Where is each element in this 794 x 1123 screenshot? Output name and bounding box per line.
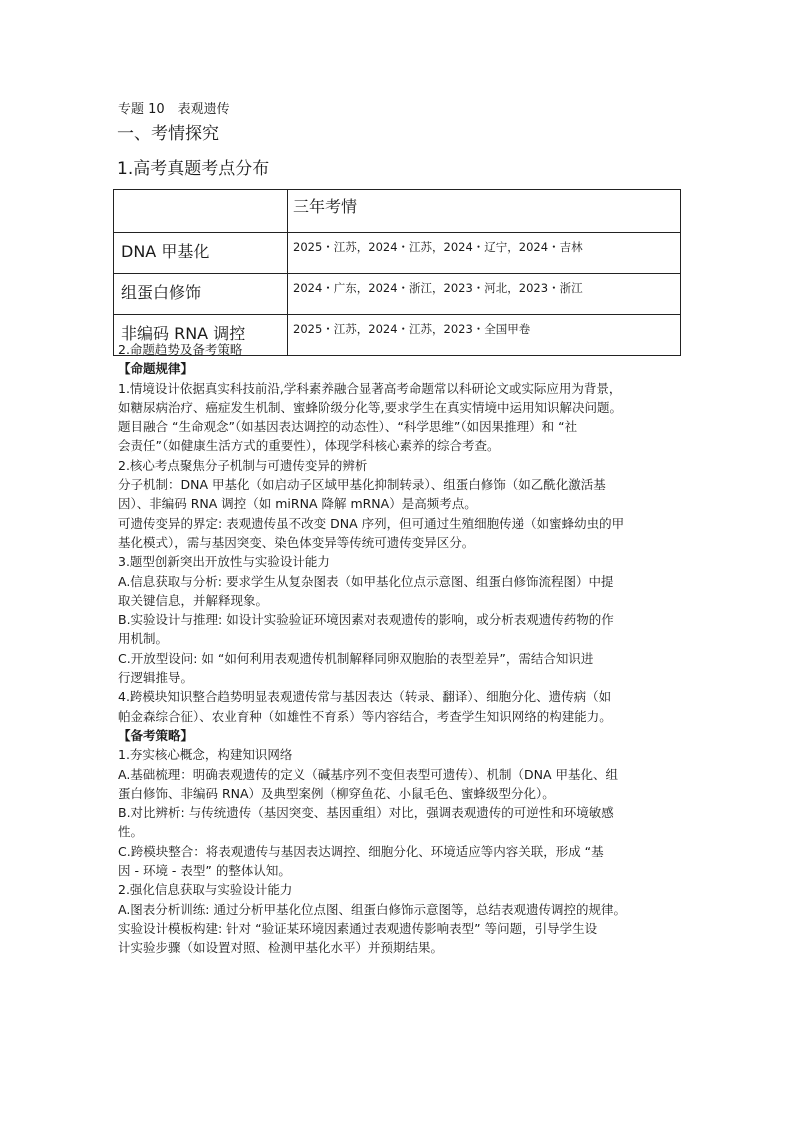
paragraph-line: A.基础梳理：明确表观遗传的定义（碱基序列不变但表型可遗传）、机制（DNA 甲基化、组	[118, 766, 619, 782]
paragraph-line: 2.命题趋势及备考策略	[118, 342, 243, 357]
subheading: 【命题规律】	[118, 361, 194, 377]
paragraph-line: 因 - 环境 - 表型” 的整体认知。	[118, 863, 291, 879]
paragraph-line: 会责任”（如健康生活方式的重要性），体现学科核心素养的综合考查。	[118, 438, 500, 454]
topic-header: 专题 10 表观遗传	[118, 102, 230, 117]
paragraph-line: 蛋白修饰、非编码 RNA）及典型案例（柳穿鱼花、小鼠毛色、蜜蜂级型分化）。	[118, 785, 555, 801]
paragraph-line: 计实验步骤（如设置对照、检测甲基化水平）并预期结果。	[118, 940, 444, 956]
exam-distribution-table	[113, 189, 681, 356]
paragraph-line: 分子机制：DNA 甲基化（如启动子区域甲基化抑制转录）、组蛋白修饰（如乙酰化激活基	[118, 477, 606, 493]
paragraph-line: 帕金森综合征）、农业育种（如雄性不育系）等内容结合，考查学生知识网络的构建能力。	[118, 708, 612, 724]
table-header-cell: 三年考情	[288, 190, 681, 233]
paragraph-line: 因）、非编码 RNA 调控（如 miRNA 降解 mRNA）是高频考点。	[118, 496, 477, 512]
table-header-cell	[114, 190, 288, 233]
subheading: 【备考策略】	[118, 727, 194, 743]
topic-cell: 组蛋白修饰	[114, 274, 288, 315]
table-row	[114, 274, 681, 315]
paragraph-line: 题目融合 “生命观念”（如基因表达调控的动态性）、“科学思维”（如因果推理）和 “社	[118, 419, 578, 435]
paragraph-line: 实验设计模板构建: 针对 “验证某环境因素通过表观遗传影响表型” 等问题，引导学生设	[118, 920, 598, 936]
paragraph-line: A.信息获取与分析: 要求学生从复杂图表（如甲基化位点示意图、组蛋白修饰流程图）中提	[118, 573, 614, 589]
paragraph-line: 1.情境设计依据真实科技前沿,学科素养融合显著高考命题常以科研论文或实际应用为背景，	[118, 380, 622, 396]
paragraph-line: C.跨模块整合：将表观遗传与基因表达调控、细胞分化、环境适应等内容关联，形成 “基	[118, 843, 604, 859]
years-cell: 2025・江苏，2024・江苏，2024・辽宁，2024・吉林	[288, 233, 681, 274]
paragraph-line: A.图表分析训练: 通过分析甲基化位点图、组蛋白修饰示意图等，总结表观遗传调控的规律。	[118, 901, 626, 917]
paragraph-line: 如糖尿病治疗、癌症发生机制、蜜蜂阶级分化等,要求学生在真实情境中运用知识解决问题。	[118, 399, 622, 415]
table-header-row	[114, 190, 681, 233]
paragraph-line: 行逻辑推导。	[118, 670, 194, 686]
subsection-title: 1.高考真题考点分布	[117, 159, 270, 179]
paragraph-line: B.对比辨析: 与传统遗传（基因突变、基因重组）对比，强调表观遗传的可逆性和环境敏感	[118, 805, 614, 821]
paragraph-line: 可遗传变异的界定: 表观遗传虽不改变 DNA 序列，但可通过生殖细胞传递（如蜜蜂幼虫的甲	[118, 515, 625, 531]
paragraph-line: 性。	[118, 824, 144, 840]
paragraph-line: B.实验设计与推理: 如设计实验验证环境因素对表观遗传的影响，或分析表观遗传药物的作	[118, 612, 614, 628]
paragraph-line: 2.强化信息获取与实验设计能力	[118, 882, 293, 898]
topic-cell: 非编码 RNA 调控	[114, 315, 288, 356]
table-row	[114, 233, 681, 274]
section-title: 一、考情探究	[117, 124, 219, 144]
years-cell: 2025・江苏，2024・江苏，2023・全国甲卷	[288, 315, 681, 356]
topic-cell: DNA 甲基化	[114, 233, 288, 274]
paragraph-line: 4.跨模块知识整合趋势明显表观遗传常与基因表达（转录、翻译）、细胞分化、遗传病（如	[118, 689, 612, 705]
paragraph-line: C.开放型设问: 如 “如何利用表观遗传机制解释同卵双胞胎的表型差异”，需结合知识进	[118, 650, 594, 666]
paragraph-line: 基化模式），需与基因突变、染色体变异等传统可遗传变异区分。	[118, 534, 475, 550]
paragraph-line: 3.题型创新突出开放性与实验设计能力	[118, 554, 330, 570]
years-cell: 2024・广东，2024・浙江，2023・河北，2023・浙江	[288, 274, 681, 315]
body-text	[118, 340, 678, 958]
paragraph-line: 1.夯实核心概念，构建知识网络	[118, 747, 293, 763]
paragraph-line: 取关键信息，并解释现象。	[118, 592, 269, 608]
paragraph-line: 2.核心考点聚焦分子机制与可遗传变异的辨析	[118, 457, 368, 473]
paragraph-line: 用机制。	[118, 631, 169, 647]
